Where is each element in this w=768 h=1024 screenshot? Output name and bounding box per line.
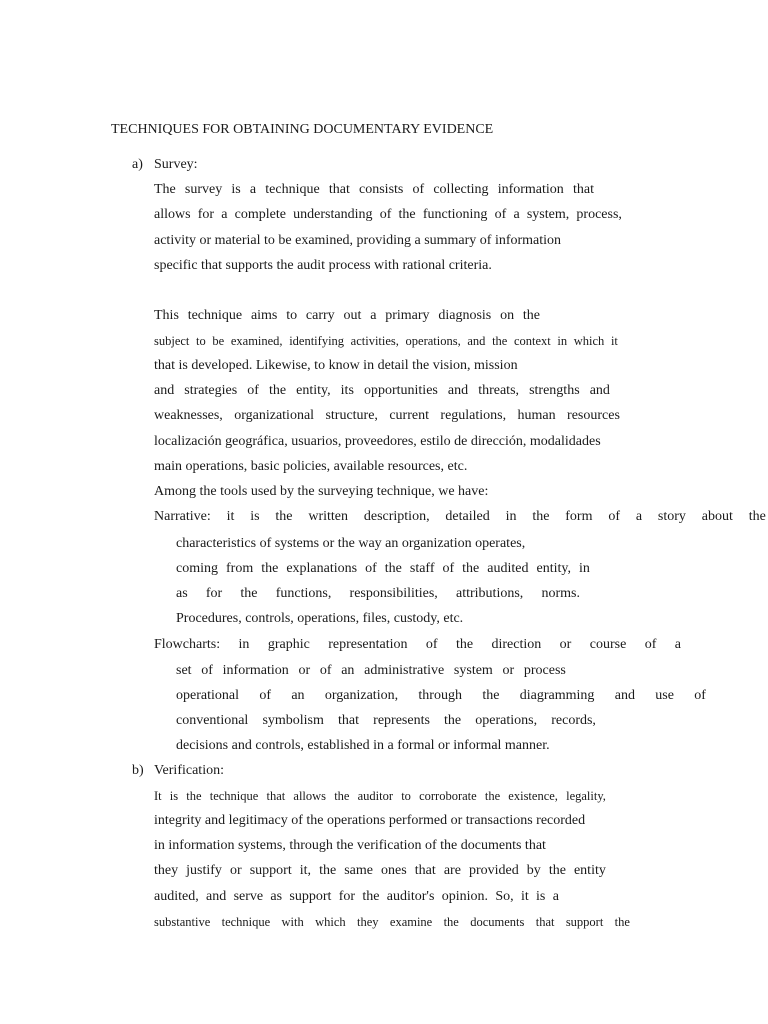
document-title: TECHNIQUES FOR OBTAINING DOCUMENTARY EVIDENCE bbox=[111, 122, 494, 137]
verification-line: substantive technique with which they examine the documents that support the bbox=[154, 915, 630, 929]
section-a-marker: a) bbox=[132, 157, 143, 172]
flowcharts-line: set of information or of an administrative system or process bbox=[176, 663, 566, 678]
flowcharts-line: Flowcharts: in graphic representation of the direction or course of a bbox=[154, 637, 681, 652]
survey-para2-line: weaknesses, organizational structure, current regulations, human resources bbox=[154, 408, 620, 423]
verification-line: integrity and legitimacy of the operations performed or transactions recorded bbox=[154, 813, 586, 828]
section-b-heading: Verification: bbox=[154, 763, 224, 778]
narrative-line: Procedures, controls, operations, files, custody, etc. bbox=[176, 611, 464, 626]
survey-para2-line: This technique aims to carry out a primary diagnosis on the bbox=[154, 308, 540, 323]
flowcharts-line: operational of an organization, through the diagramming and use of bbox=[176, 688, 706, 703]
verification-line: in information systems, through the verification of the documents that bbox=[154, 838, 546, 853]
section-a-heading: Survey: bbox=[154, 157, 198, 172]
survey-para1-line: The survey is a technique that consists of collecting information that bbox=[154, 182, 594, 197]
survey-para2-line: subject to be examined, identifying activities, operations, and the context in which it bbox=[154, 334, 618, 348]
narrative-line: coming from the explanations of the staff of the audited entity, in bbox=[176, 561, 590, 576]
survey-para2-line: main operations, basic policies, available resources, etc. bbox=[154, 459, 468, 474]
narrative-line: Narrative: it is the written description, detailed in the form of a story about the bbox=[154, 509, 766, 524]
survey-para1-line: allows for a complete understanding of the functioning of a system, process, bbox=[154, 207, 622, 222]
survey-para2-line: that is developed. Likewise, to know in detail the vision, mission bbox=[154, 358, 518, 373]
survey-para2-line: and strategies of the entity, its opportunities and threats, strengths and bbox=[154, 383, 610, 398]
verification-line: It is the technique that allows the auditor to corroborate the existence, legality, bbox=[154, 789, 606, 803]
section-b-marker: b) bbox=[132, 763, 144, 778]
survey-para2-line: localización geográfica, usuarios, proveedores, estilo de dirección, modalidades bbox=[154, 434, 601, 449]
narrative-line: characteristics of systems or the way an organization operates, bbox=[176, 536, 526, 551]
survey-para1-line: activity or material to be examined, providing a summary of information bbox=[154, 233, 562, 248]
tools-intro: Among the tools used by the surveying technique, we have: bbox=[154, 484, 489, 499]
survey-para1-line: specific that supports the audit process with rational criteria. bbox=[154, 258, 492, 273]
verification-line: audited, and serve as support for the auditor's opinion. So, it is a bbox=[154, 889, 559, 904]
flowcharts-line: decisions and controls, established in a formal or informal manner. bbox=[176, 738, 550, 753]
flowcharts-line: conventional symbolism that represents the operations, records, bbox=[176, 713, 596, 728]
verification-line: they justify or support it, the same ones that are provided by the entity bbox=[154, 863, 606, 878]
narrative-line: as for the functions, responsibilities, attributions, norms. bbox=[176, 586, 580, 601]
